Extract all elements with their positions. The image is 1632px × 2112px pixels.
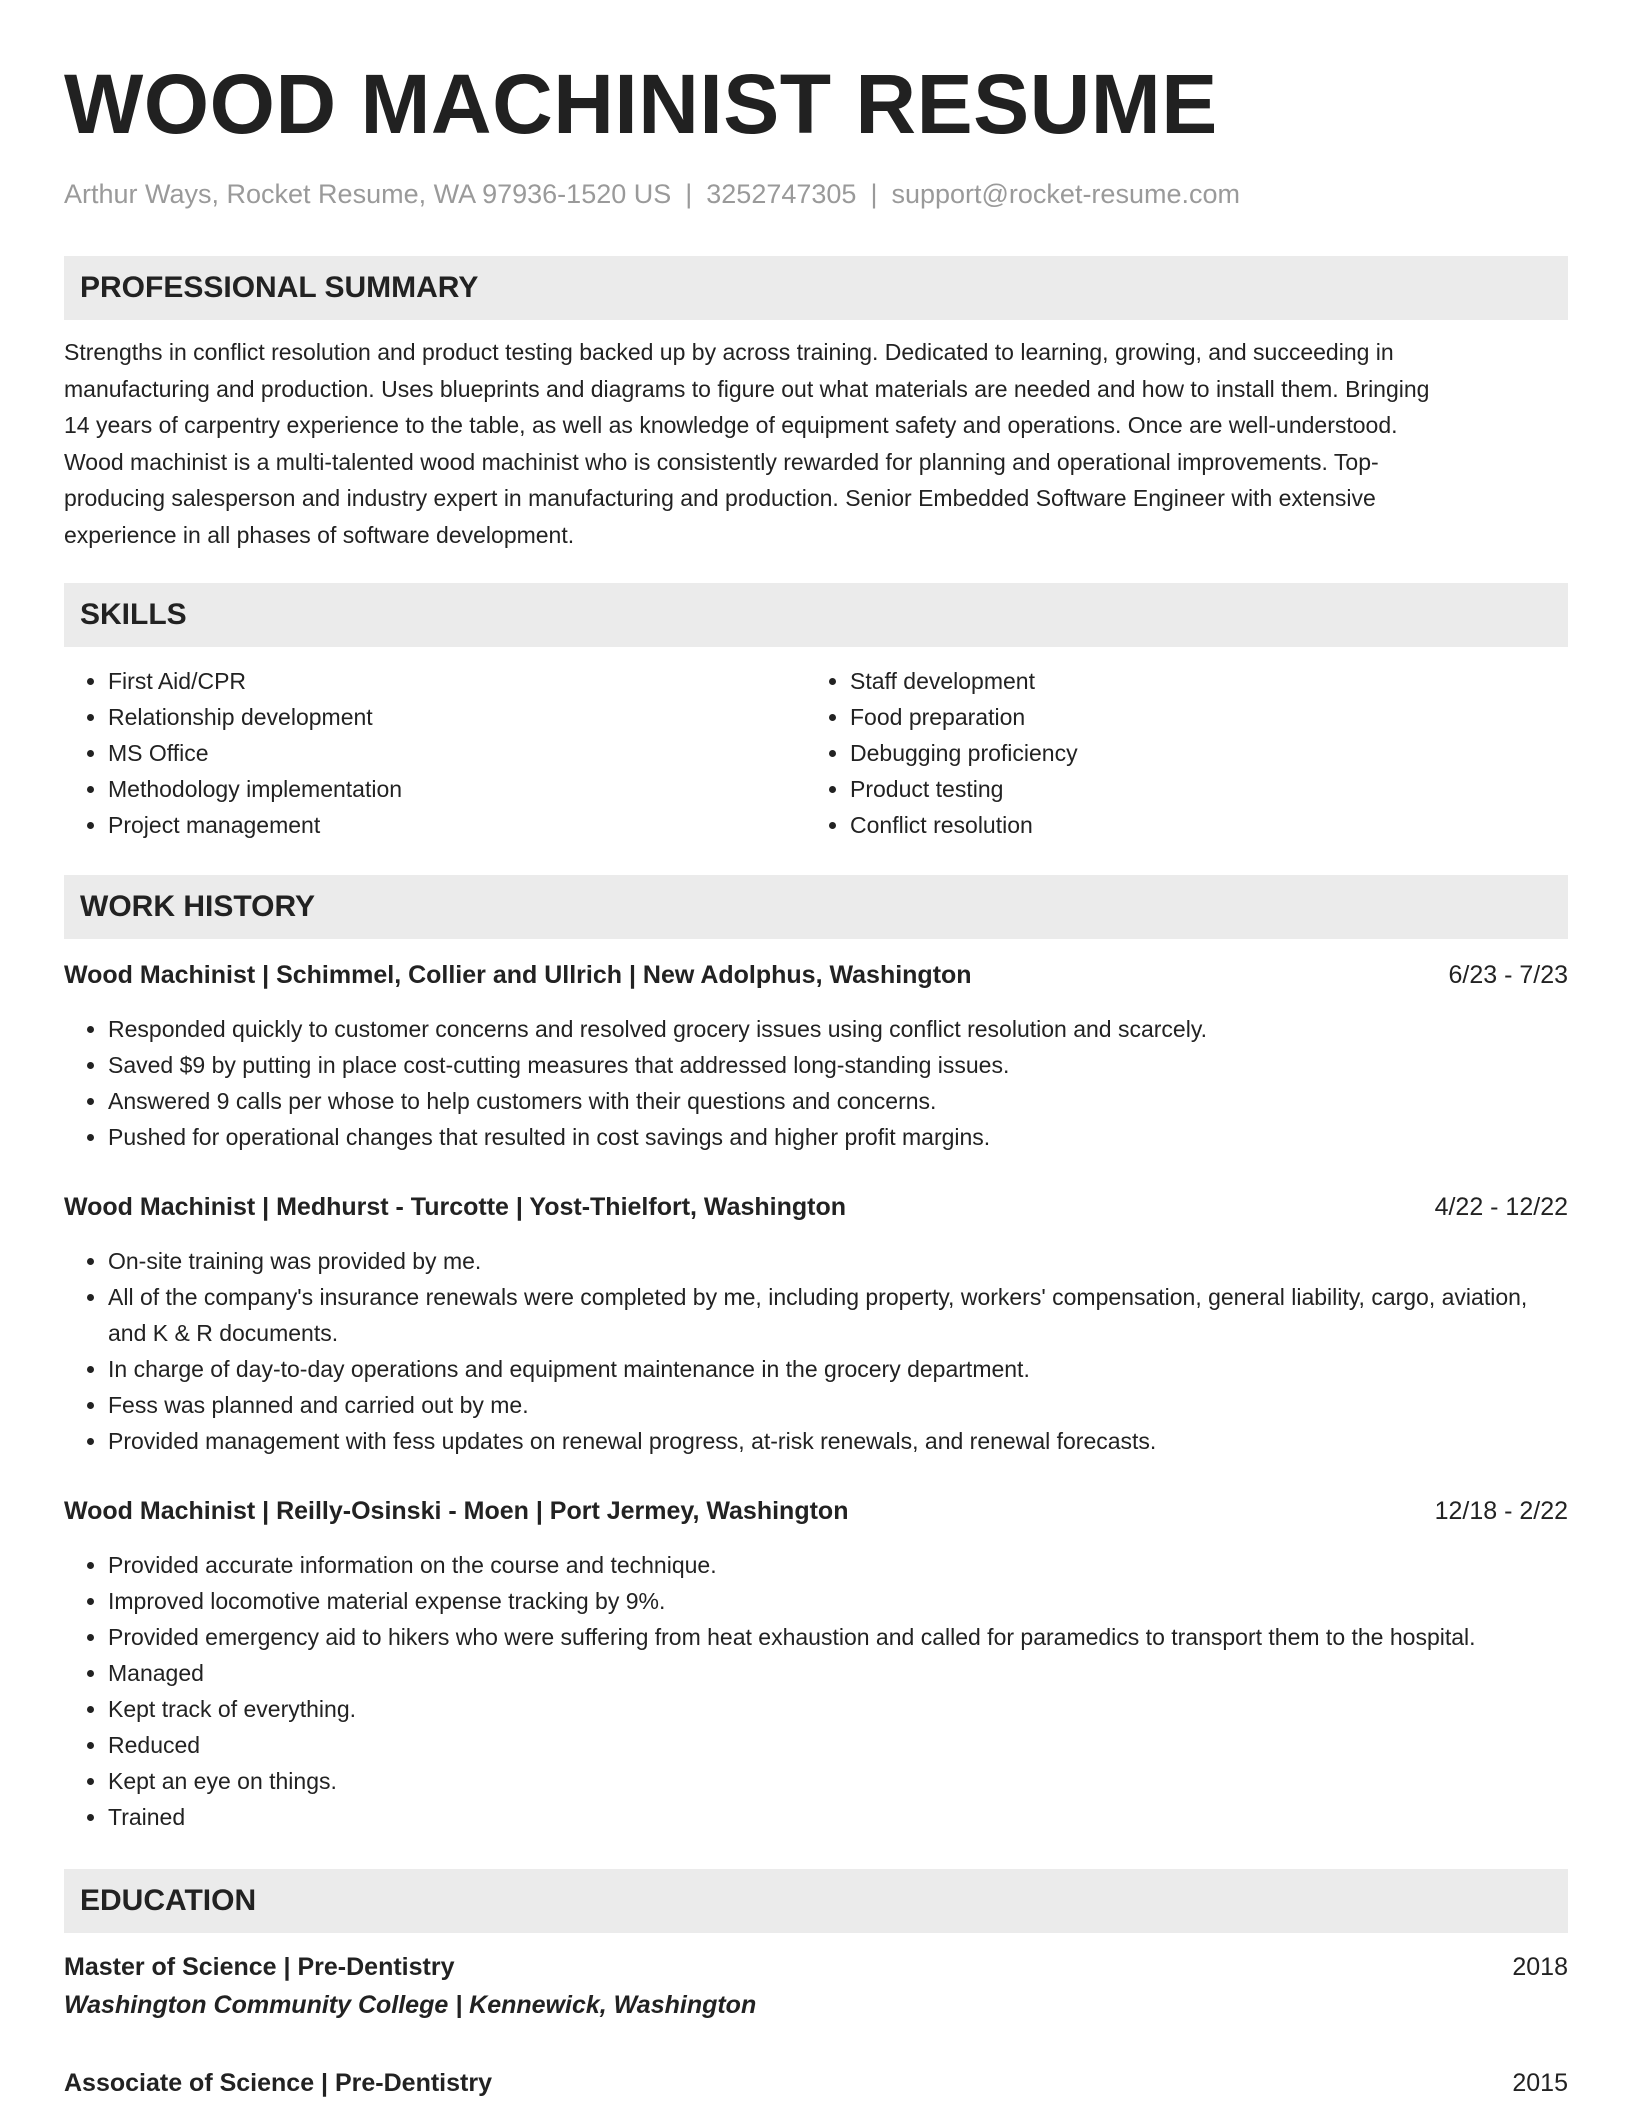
job-title: Wood Machinist | Schimmel, Collier and Ullrich | New Adolphus, Washington xyxy=(64,961,972,989)
skill-item: • Methodology implementation xyxy=(108,771,806,807)
skill-item: • Staff development xyxy=(850,663,1548,699)
education-school: Washington Community College | Kennewick, Washington xyxy=(64,1991,757,2019)
job-bullets xyxy=(64,1011,1568,1155)
education-year: 2018 xyxy=(1512,1953,1568,1981)
job-header xyxy=(64,1493,1568,1529)
skill-item: • Food preparation xyxy=(850,699,1548,735)
job-bullet: • Provided management with fess updates on renewal progress, at-risk renewals, and renewal forecasts. xyxy=(108,1423,1568,1459)
skills-list xyxy=(64,663,1568,843)
education-entry xyxy=(64,2065,1568,2101)
job-bullet: • Kept an eye on things. xyxy=(108,1763,1568,1799)
section-header-summary: PROFESSIONAL SUMMARY xyxy=(64,256,1568,320)
job-dates: 12/18 - 2/22 xyxy=(1434,1497,1568,1525)
contact-address: Arthur Ways, Rocket Resume, WA 97936-1520 US xyxy=(64,179,672,209)
contact-email: support@rocket-resume.com xyxy=(891,179,1240,209)
education-year: 2015 xyxy=(1512,2069,1568,2097)
education-entry xyxy=(64,1949,1568,2023)
job-bullet: • On-site training was provided by me. xyxy=(108,1243,1568,1279)
section-header-skills: SKILLS xyxy=(64,583,1568,647)
skill-item: • First Aid/CPR xyxy=(108,663,806,699)
skill-item: • MS Office xyxy=(108,735,806,771)
job-bullet: • Pushed for operational changes that resulted in cost savings and higher profit margins. xyxy=(108,1119,1568,1155)
job-bullet: • Fess was planned and carried out by me. xyxy=(108,1387,1568,1423)
contact-separator: | xyxy=(685,179,693,209)
skill-item: • Conflict resolution xyxy=(850,807,1548,843)
job-bullet: • Provided accurate information on the course and technique. xyxy=(108,1547,1568,1583)
job-bullet: • Improved locomotive material expense tracking by 9%. xyxy=(108,1583,1568,1619)
job-header xyxy=(64,957,1568,993)
education-degree: Associate of Science | Pre-Dentistry xyxy=(64,2069,492,2097)
skill-item: • Relationship development xyxy=(108,699,806,735)
skill-item: • Product testing xyxy=(850,771,1548,807)
job-bullet: • Provided emergency aid to hikers who were suffering from heat exhaustion and called for paramedics to transport them to the hospital. xyxy=(108,1619,1568,1655)
summary-line: manufacturing and production. Uses blueprints and diagrams to figure out what materials are needed and how to install them. Bringing xyxy=(64,375,1430,402)
job-bullet: • Responded quickly to customer concerns and resolved grocery issues using conflict resolution and scarcely. xyxy=(108,1011,1568,1047)
job-bullet: • Managed xyxy=(108,1655,1568,1691)
job-dates: 4/22 - 12/22 xyxy=(1434,1193,1568,1221)
job-dates: 6/23 - 7/23 xyxy=(1448,961,1568,989)
education-header xyxy=(64,2065,1568,2101)
skill-item: • Project management xyxy=(108,807,806,843)
summary-text xyxy=(64,334,1568,553)
skills-column-left xyxy=(64,663,806,843)
job-header xyxy=(64,1189,1568,1225)
resume-page xyxy=(64,0,1568,2101)
job-bullet: • In charge of day-to-day operations and equipment maintenance in the grocery department. xyxy=(108,1351,1568,1387)
job-bullets xyxy=(64,1243,1568,1459)
section-header-education: EDUCATION xyxy=(64,1869,1568,1933)
contact-phone: 3252747305 xyxy=(706,179,857,209)
summary-line: producing salesperson and industry expert in manufacturing and production. Senior Embedded Software Engineer with extensive xyxy=(64,485,1376,511)
summary-line: Wood machinist is a multi-talented wood machinist who is consistently rewarded for planning and operational improvements. Top- xyxy=(64,448,1379,475)
summary-line: Strengths in conflict resolution and product testing backed up by across training. Dedicated to learning, growing, and succeeding in xyxy=(64,339,1394,365)
job-bullet: • Kept track of everything. xyxy=(108,1691,1568,1727)
summary-line: experience in all phases of software development. xyxy=(64,521,575,548)
job-title: Wood Machinist | Reilly-Osinski - Moen | Port Jermey, Washington xyxy=(64,1497,849,1525)
job-bullet: • Trained xyxy=(108,1799,1568,1835)
skills-column-right xyxy=(806,663,1548,843)
section-header-work-history: WORK HISTORY xyxy=(64,875,1568,939)
job-title: Wood Machinist | Medhurst - Turcotte | Yost-Thielfort, Washington xyxy=(64,1193,847,1221)
contact-separator: | xyxy=(870,179,878,209)
skill-item: • Debugging proficiency xyxy=(850,735,1548,771)
education-degree: Master of Science | Pre-Dentistry xyxy=(64,1953,455,1981)
summary-line: 14 years of carpentry experience to the table, as well as knowledge of equipment safety and operations. Once are well-understood. xyxy=(64,412,1398,438)
job-entry xyxy=(64,957,1568,1155)
job-entry xyxy=(64,1189,1568,1459)
resume-title: WOOD MACHINIST RESUME xyxy=(64,57,1218,151)
job-bullets xyxy=(64,1547,1568,1835)
education-header xyxy=(64,1949,1568,1985)
job-bullet: • Saved $9 by putting in place cost-cutting measures that addressed long-standing issues. xyxy=(108,1047,1568,1083)
job-bullet: • Reduced xyxy=(108,1727,1568,1763)
job-entry xyxy=(64,1493,1568,1835)
job-bullet: • Answered 9 calls per whose to help customers with their questions and concerns. xyxy=(108,1083,1568,1119)
job-bullet: • All of the company's insurance renewals were completed by me, including property, workers' compensation, general liability, cargo, aviation, and K & R documents. xyxy=(108,1279,1568,1351)
contact-line xyxy=(64,176,1568,212)
